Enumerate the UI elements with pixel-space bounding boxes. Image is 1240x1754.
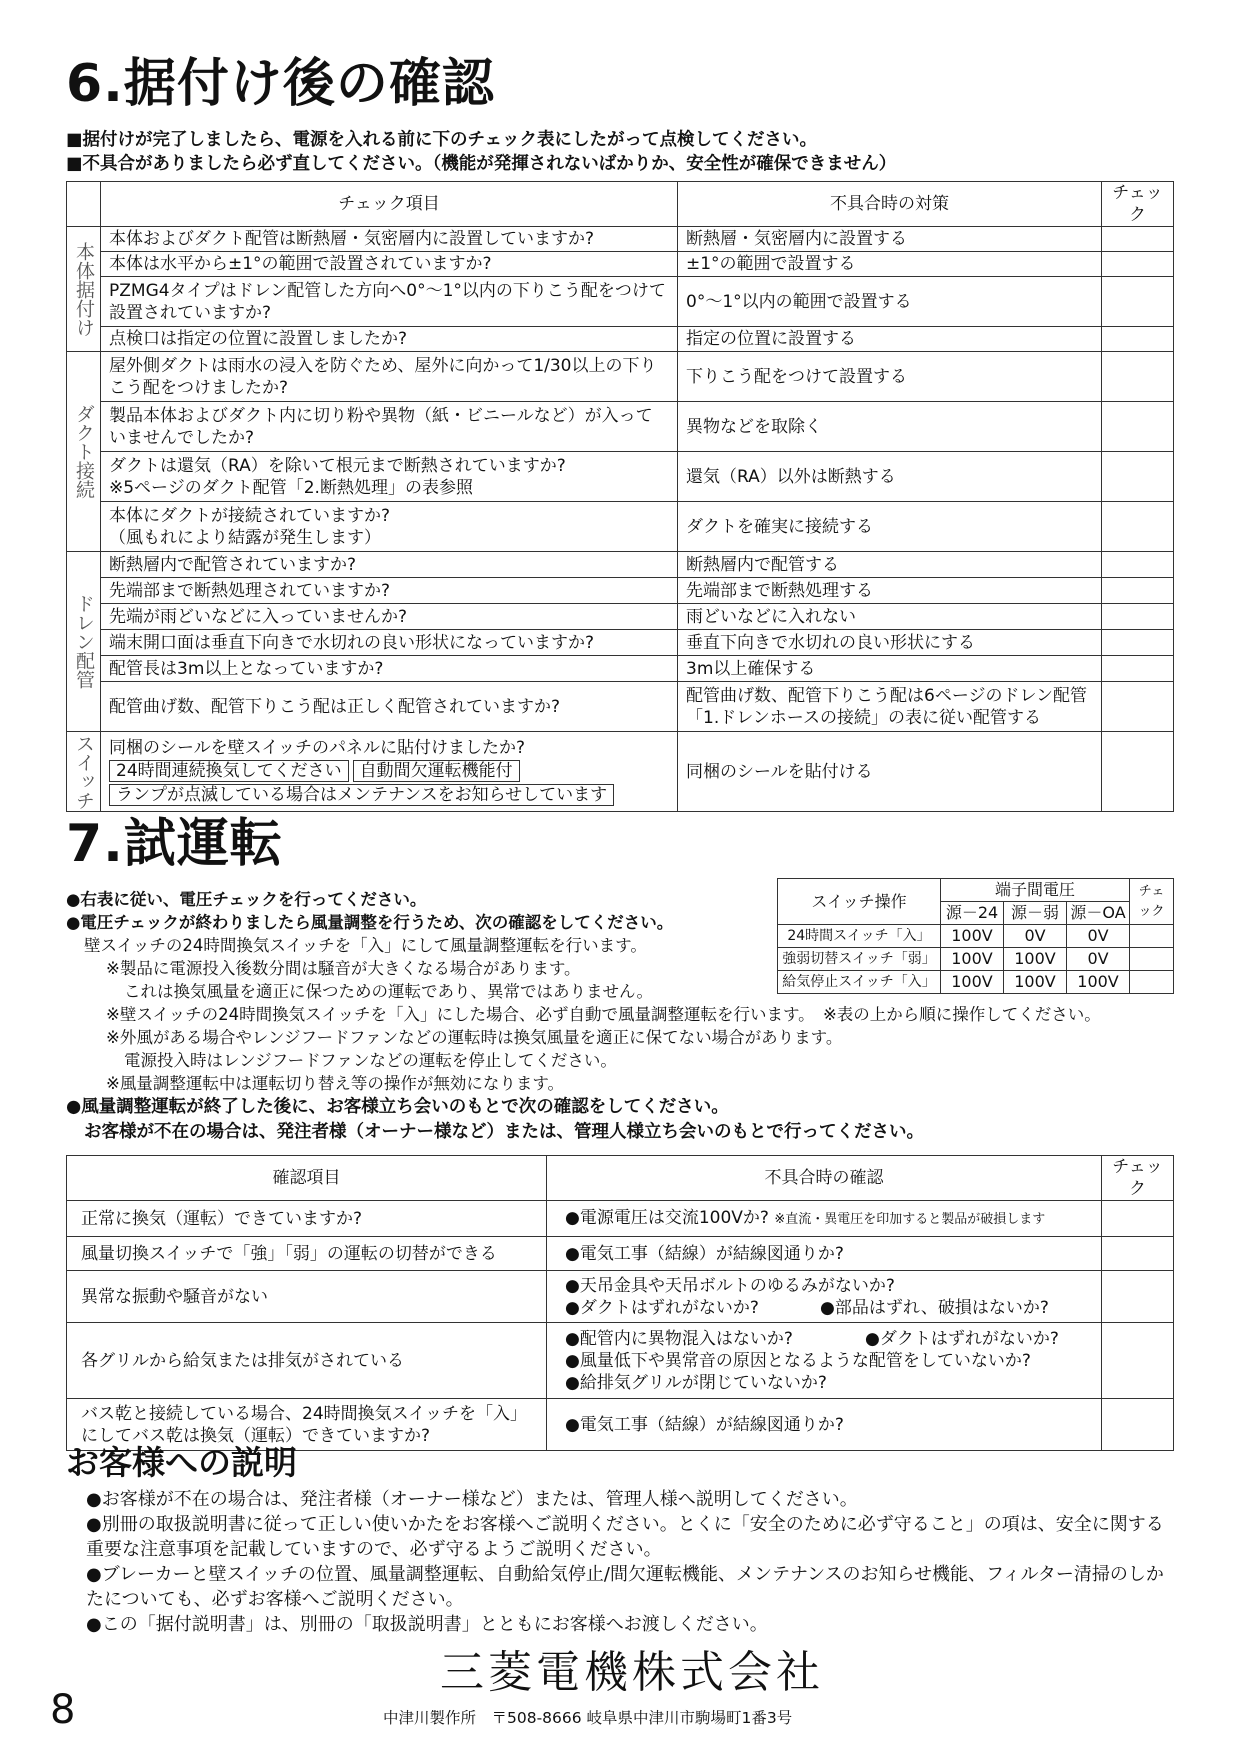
check-cell[interactable] [1102,327,1174,352]
text-line: 壁スイッチの24時間換気スイッチを「入」にして風量調整運転を行います。 [84,936,647,955]
check-cell[interactable] [1102,630,1174,656]
check-cell[interactable] [1102,552,1174,578]
seal-label: 自動間欠運転機能付 [353,760,520,782]
header-switch-operation: スイッチ操作 [778,879,941,925]
table-row-fix: 配管曲げ数、配管下りこう配は6ページのドレン配管「1.ドレンホースの接続」の表に従い配管する [678,682,1102,732]
text-line: ※壁スイッチの24時間換気スイッチを「入」にした場合、必ず自動で風量調整運転を行います。 [106,1005,807,1024]
table-row-fix: 0°～1°以内の範囲で設置する [678,277,1102,327]
seal-label: ランプが点滅している場合はメンテナンスをお知らせしています [109,784,614,806]
table-row-item: 風量切換スイッチで「強」「弱」の運転の切替ができる [67,1237,547,1271]
check-cell[interactable] [1102,252,1174,277]
voltage-value: 100V [941,925,1004,948]
table-row-fix: 指定の位置に設置する [678,327,1102,352]
header-confirm-fix: 不具合時の確認 [547,1156,1102,1201]
check-cell[interactable] [1102,277,1174,327]
check-cell[interactable] [1102,352,1174,402]
header-check: チェック [1102,1156,1174,1201]
col-header: 源－弱 [1004,902,1067,925]
category-switch: スイッチ [67,732,101,812]
row-note: ※5ページのダクト配管「2.断熱処理」の表参照 [109,477,473,498]
voltage-value: 100V [941,971,1004,994]
header-check: チェック [1130,879,1174,925]
section7-title: 7.試運転 [66,814,283,874]
table-row-item: 本体は水平から±1°の範囲で設置されていますか? [101,252,678,277]
section7-notes [66,1003,1206,1145]
table-row-fix: 断熱層・気密層内に設置する [678,227,1102,252]
check-cell[interactable] [1102,1323,1174,1399]
table-row-fix: 雨どいなどに入れない [678,604,1102,630]
seal-label: 24時間連続換気してください [109,760,349,782]
switch-label: 給気停止スイッチ「入」 [778,971,941,994]
table-row-item: バス乾と接続している場合、24時間換気スイッチを「入」にしてバス乾は換気（運転）できていますか? [67,1399,547,1451]
header-check-item: チェック項目 [101,182,678,227]
check-cell[interactable] [1102,452,1174,502]
voltage-value: 0V [1004,925,1067,948]
table-row-fix: ダクトを確実に接続する [678,502,1102,552]
category-duct: ダクト接続 [67,352,101,552]
header-terminal-voltage: 端子間電圧 [941,879,1130,902]
table-row-item: 点検口は指定の位置に設置しましたか? [101,327,678,352]
voltage-value: 100V [1067,971,1130,994]
check-cell[interactable] [1130,971,1174,994]
table-row-item: 端末開口面は垂直下向きで水切れの良い形状になっていますか? [101,630,678,656]
text-line: ※外風がある場合やレンジフードファンなどの運転時は換気風量を適正に保てない場合があります。 [106,1028,843,1047]
table-row-fix: 下りこう配をつけて設置する [678,352,1102,402]
section6-intro-2: ■不具合がありましたら必ず直してください。（機能が発揮されないばかりか、安全性が確保できません） [66,154,897,174]
table-row-item: 屋外側ダクトは雨水の浸入を防ぐため、屋外に向かって1/30以上の下りこう配をつけましたか? [101,352,678,402]
check-cell[interactable] [1102,502,1174,552]
bullet-absent-customer: お客様が不在の場合は、発注者様（オーナー様など）または、管理人様立ち会いのもとで行ってください。 [84,1122,924,1142]
voltage-value: 0V [1067,948,1130,971]
table-row-item: 同梱のシールを壁スイッチのパネルに貼付けましたか? 24時間連続換気してください 自動間欠運転機能付 ランプが点滅している場合はメンテナンスをお知らせしています [101,732,678,812]
check-cell[interactable] [1102,604,1174,630]
table-row-fix: 断熱層内で配管する [678,552,1102,578]
text-line: これは換気風量を適正に保つための運転であり、異常ではありません。 [124,982,653,1001]
table-row-fix: 還気（RA）以外は断熱する [678,452,1102,502]
voltage-value: 100V [941,948,1004,971]
check-cell[interactable] [1102,402,1174,452]
check-cell[interactable] [1130,948,1174,971]
table-row-item: ダクトは還気（RA）を除いて根元まで断熱されていますか? ※5ページのダクト配管「2.断熱処理」の表参照 [101,452,678,502]
table-row-item: 本体およびダクト配管は断熱層・気密層内に設置していますか? [101,227,678,252]
table-row-fix: ●配管内に異物混入はないか? ●ダクトはずれがないか? ●風量低下や異常音の原因となるような配管をしていないか? ●給排気グリルが閉じていないか? [547,1323,1102,1399]
check-cell[interactable] [1130,925,1174,948]
header-check: チェック [1102,182,1174,227]
company-address: 中津川製作所 〒508-8666 岐阜県中津川市駒場町1番3号 [383,1709,793,1727]
text-line: ※風量調整運転中は運転切り替え等の操作が無効になります。 [106,1074,565,1093]
table-row-item: 異常な振動や騒音がない [67,1271,547,1323]
switch-label: 強弱切替スイッチ「弱」 [778,948,941,971]
table-row-item: 配管曲げ数、配管下りこう配は正しく配管されていますか? [101,682,678,732]
voltage-table [777,878,1174,994]
table-row-fix: 同梱のシールを貼付ける [678,732,1102,812]
category-drain: ドレン配管 [67,552,101,732]
table-row-fix: 垂直下向きで水切れの良い形状にする [678,630,1102,656]
table-row-item: 各グリルから給気または排気がされている [67,1323,547,1399]
check-cell[interactable] [1102,1237,1174,1271]
header-confirm-item: 確認項目 [67,1156,547,1201]
table-row-fix: ●電気工事（結線）が結線図通りか? [547,1237,1102,1271]
small-note: ※直流・異電圧を印加すると製品が破損します [774,1211,1046,1227]
table-row-item: 配管長は3m以上となっていますか? [101,656,678,682]
row-note: （風もれにより結露が発生します） [109,527,381,548]
section7-instructions [66,888,766,1003]
check-cell[interactable] [1102,1201,1174,1237]
table-row-fix: 異物などを取除く [678,402,1102,452]
table-row-fix: ±1°の範囲で設置する [678,252,1102,277]
text-line: ※製品に電源投入後数分間は騒音が大きくなる場合があります。 [106,959,581,978]
bullet-airflow-check: ●電圧チェックが終わりましたら風量調整を行うため、次の確認をしてください。 [66,913,674,932]
col-header: 源－24 [941,902,1004,925]
list-item: ●この「据付説明書」は、別冊の「取扱説明書」とともにお客様へお渡しください。 [86,1614,768,1635]
table-row-fix: ●天吊金具や天吊ボルトのゆるみがないか? ●ダクトはずれがないか? ●部品はずれ、破損はないか? [547,1271,1102,1323]
table-order-note: ※表の上から順に操作してください。 [822,1005,1101,1024]
bullet-voltage-check: ●右表に従い、電圧チェックを行ってください。 [66,890,427,909]
table-row-fix: ●電源電圧は交流100Vか? ※直流・異電圧を印加すると製品が破損します [547,1201,1102,1237]
check-cell[interactable] [1102,227,1174,252]
table-row-item: 先端部まで断熱処理されていますか? [101,578,678,604]
header-fix: 不具合時の対策 [678,182,1102,227]
category-main-body: 本体据付け [67,227,101,352]
table-row-item: 断熱層内で配管されていますか? [101,552,678,578]
table-row-fix: 3m以上確保する [678,656,1102,682]
col-header: 源－OA [1067,902,1130,925]
section6-intro-1: ■据付けが完了しましたら、電源を入れる前に下のチェック表にしたがって点検してください。 [66,130,818,150]
list-item: ●お客様が不在の場合は、発注者様（オーナー様など）または、管理人様へ説明してください。 [86,1489,858,1510]
table-row-item: 本体にダクトが接続されていますか? （風もれにより結露が発生します） [101,502,678,552]
table-row-item: PZMG4タイプはドレン配管した方向へ0°～1°以内の下りこう配をつけて設置されていますか? [101,277,678,327]
table-row-item: 先端が雨どいなどに入っていませんか? [101,604,678,630]
voltage-value: 100V [1004,971,1067,994]
customer-explanation-title: お客様への説明 [66,1443,297,1482]
check-cell[interactable] [1102,1399,1174,1451]
bullet-customer-confirm: ●風量調整運転が終了した後に、お客様立ち会いのもとで次の確認をしてください。 [66,1097,729,1117]
voltage-value: 100V [1004,948,1067,971]
page-number: 8 [50,1687,76,1733]
text-line: 電源投入時はレンジフードファンなどの運転を停止してください。 [124,1051,617,1070]
switch-label: 24時間スイッチ「入」 [778,925,941,948]
check-cell[interactable] [1102,578,1174,604]
table-row-fix: ●電気工事（結線）が結線図通りか? [547,1399,1102,1451]
trial-run-check-table [66,1155,1174,1451]
installation-check-table [66,181,1174,812]
section6-title: 6.据付け後の確認 [66,54,495,114]
check-cell[interactable] [1102,682,1174,732]
list-item: ●ブレーカーと壁スイッチの位置、風量調整運転、自動給気停止/間欠運転機能、メンテナンスのお知らせ機能、フィルター清掃のしかたについても、必ずお客様へご説明ください。 [86,1564,1164,1610]
table-row-fix: 先端部まで断熱処理する [678,578,1102,604]
check-cell[interactable] [1102,1271,1174,1323]
table-row-item: 正常に換気（運転）できていますか? [67,1201,547,1237]
voltage-value: 0V [1067,925,1130,948]
check-cell[interactable] [1102,732,1174,812]
check-cell[interactable] [1102,656,1174,682]
company-name: 三菱電機株式会社 [440,1647,824,1698]
table-row-item: 製品本体およびダクト内に切り粉や異物（紙・ビニールなど）が入っていませんでしたか? [101,402,678,452]
customer-explanation-list [86,1487,1176,1637]
list-item: ●別冊の取扱説明書に従って正しい使いかたをお客様へご説明ください。とくに「安全のために必ず守ること」の項は、安全に関する重要な注意事項を記載していますので、必ず守るようご説明ください。 [86,1514,1164,1560]
